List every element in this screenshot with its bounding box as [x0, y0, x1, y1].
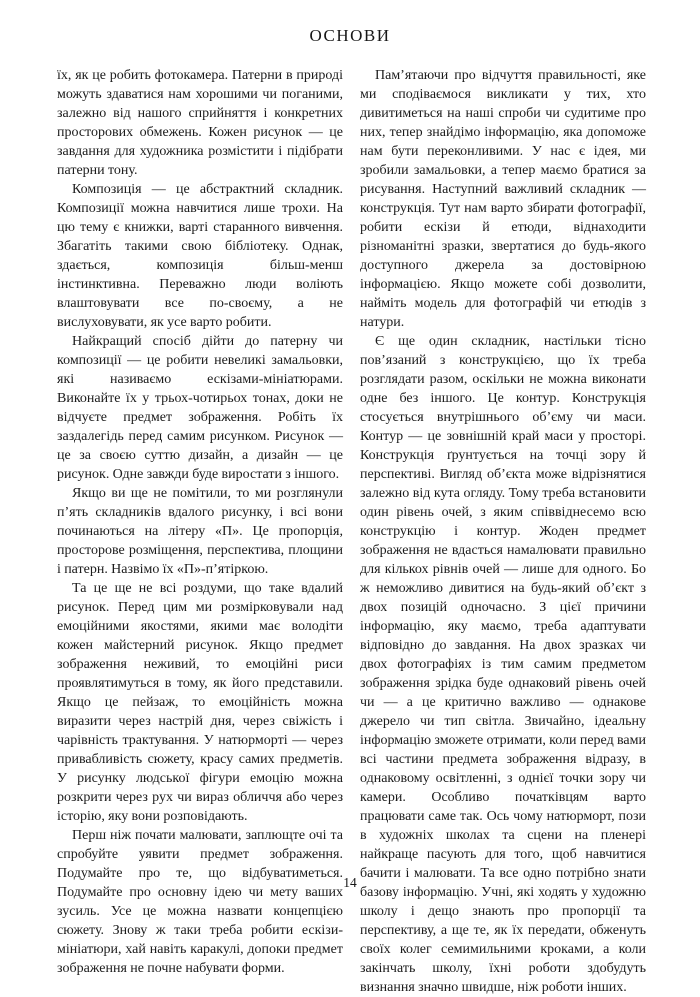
paragraph: їх, як це робить фотокамера. Патерни в природі можуть здаватися нам хорошими чи поганими, залежно від нашого сприйняття і конкретних просторових обмежень. Кожен рисунок — це завдання для художника розмістити і підібрати патерни тону. [57, 68, 343, 178]
chapter-heading: ОСНОВИ [309, 26, 391, 45]
paragraph: Перш ніж почати малювати, заплющте очі та спробуйте уявити предмет зображення. Подумайте про те, що відбуватиметься. Подумайте про основну ідею чи мету ваших зусиль. Усе це можна назвати концепцією сюжету. Знову ж таки треба робити ескізи-мініатюри, хай навіть каракулі, допоки предмет зображення не почне набувати форми. [57, 828, 343, 976]
paragraph: Якщо ви ще не помітили, то ми розглянули п’ять складників вдалого рисунку, і всі вони починаються на літеру «П». Це пропорція, просторове розміщення, перспектива, площини і патерн. Назвімо їх «П»-п’ятіркою. [57, 486, 343, 577]
paragraph: Найкращий спосіб дійти до патерну чи композиції — це робити невеликі замальовки, які називаємо ескізами-мініатюрами. Виконайте їх у трьох-чотирьох тонах, доки не відчуєте предмет зображення. Робіть їх заздалегідь перед самим рисунком. Рисунок — це за своєю суттю дизайн, а дизайн — це рисунок. Одне завжди буде виростати з іншого. [57, 334, 343, 482]
paragraph: Є ще один складник, настільки тісно пов’язаний з конструкцією, що їх треба розглядати разом, оскільки не можна виконати одне без іншого. Це контур. Конструкція стосується внутрішнього об’єму чи маси. Контур — це зовнішній край маси у просторі. Конструкція ґрунтується на точці зору й перспективі. Вигляд об’єкта може відрізнятися залежно від кута огляду. Тому треба встановити один рівень очей, з яким співвіднесемо всю конструкцію і контур. Жоден предмет зображення не вдасться намалювати правильно для кількох рівнів очей — лише для одного. Бо ж неможливо дивитися на будь-який об’єкт з двох позицій одночасно. З цієї причини інформацію, яку маємо, треба адаптувати відповідно до завдання. На двох зразках чи двох фотографіях із тим самим предметом зображення зрідка буде однаковий рівень очей чи — а це критично важливо — однакове джерело чи тип світла. Звичайно, ідеальну інформацію зможете отримати, коли перед вами всі частини предмета зображення відразу, в однаковому освітленні, з однієї точки зору чи камери. Особливо початківцям варто працювати саме так. Ось чому натюрморт, пози в художніх школах та сцени на пленері найкраще пасують для того, щоб навчитися бачити і малювати. Та все одно потрібно знати базову інформацію. Учні, які ходять у художню школу і дещо знають про пропорції та перспективу, а ще те, як їх передати, обженуть своїх колег семимильними кроками, а коли закінчать школу, їхні роботи здобудуть визнання значно швидше, ніж роботи інших. [360, 334, 646, 995]
paragraph: Композиція — це абстрактний складник. Композиції можна навчитися лише трохи. На цю тему є книжки, варті старанного вивчення. Збагатіть такими свою бібліотеку. Однак, здається, композиція більш-менш інстинктивна. Переважно люди воліють влаштовувати все по-своєму, а не вислуховувати, як усе варто робити. [57, 182, 343, 330]
text-columns [57, 66, 646, 997]
page-number: 14 [343, 875, 357, 890]
paragraph: Пам’ятаючи про відчуття правильності, яке ми сподіваємося викликати у тих, хто дивитиметься на наші спроби чи судитиме про них, тепер знайдімо інформацію, яка допоможе нам бути переконливими. У нас є ідея, ми зробили замальовки, а тепер маємо братися за рисування. Наступний важливий складник — конструкція. Тут нам варто збирати фотографії, робити ескізи й етюди, віднаходити різноманітні зразки, звертатися до будь-якого доступного джерела за достовірною інформацією. Якщо можете собі дозволити, найміть модель для фотографій чи етюдів з натури. [360, 68, 646, 330]
paragraph: Та це ще не всі роздуми, що таке вдалий рисунок. Перед цим ми розмірковували над емоційними якостями, якими має володіти кожен майстерний рисунок. Якщо предмет зображення неживий, то емоційні риси проявлятимуться в тому, як його представили. Якщо це пейзаж, то емоційність можна виразити через настрій дня, через свіжість і чарівність трактування. У натюрморті — через привабливість сюжету, красу самих предметів. У рисунку людської фігури емоцію можна розкрити через рух чи вираз обличчя або через історію, яку вони розповідають. [57, 581, 343, 824]
right-column [360, 66, 646, 997]
left-column [57, 66, 343, 997]
